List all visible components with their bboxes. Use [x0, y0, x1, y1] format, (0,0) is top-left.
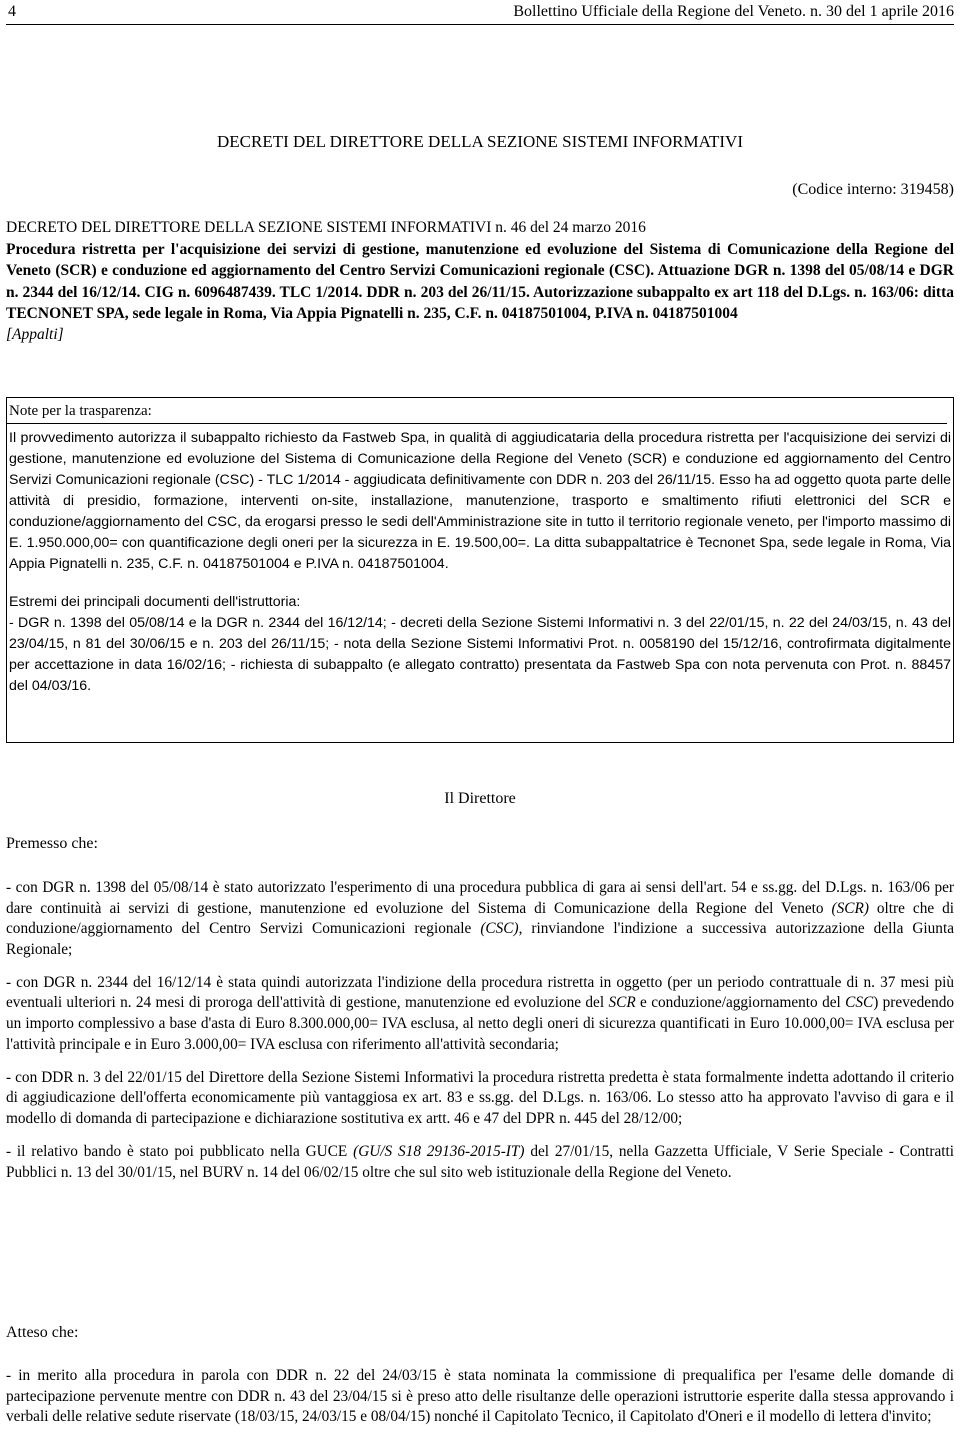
- notes-paragraph: Il provvedimento autorizza il subappalto richiesto da Fastweb Spa, in qualità di aggiudicataria della procedura ristretta per l'acquisizione dei servizi di gestione, manutenzione ed evoluzione del Sistema di Comunicazione della Regione del Veneto (SCR) e conduzione ed aggiornamento del Centro Servizi Comunicazioni regionale (CSC) - TLC 1/2014 - aggiudicata definitivamente con DDR n. 203 del 26/11/15. Esso ha ad oggetto quota parte delle attività di presidio, formazione, interventi on-site, installazione, manutenzione, trasporto e smaltimento rifiuti elettronici del SCR e conduzione/aggiornamento del CSC, da erogarsi presso le sedi dell'Amministrazione site in tutto il territorio regionale veneto, per l'importo massimo di E. 1.950.000,00= con quantificazione degli oneri per la sicurezza in E. 19.500,00=. La ditta subappaltatrice è Tecnonet Spa, sede legale in Roma, Via Appia Pignatelli n. 235, C.F. n. 04187501004 e P.IVA n. 04187501004.: [9, 430, 951, 572]
- decree-title: DECRETO DEL DIRETTORE DELLA SEZIONE SISTEMI INFORMATIVI n. 46 del 24 marzo 2016: [6, 219, 646, 236]
- decree-header: [6, 217, 954, 345]
- premesso-heading: Premesso che:: [6, 835, 98, 852]
- premesso-item: - con DGR n. 2344 del 16/12/14 è stata quindi autorizzata l'indizione della procedura ristretta in oggetto (per un periodo contrattuale di n. 37 mesi più eventuali ulteriori n. 24 mesi di proroga dell'attività di gestione, manutenzione ed evoluzione del SCR e conduzione/aggiornamento del CSC) prevedendo un importo complessivo a base d'asta di Euro 8.300.000,00= IVA esclusa, al netto degli oneri di sicurezza quantificati in Euro 10.000,00= IVA esclusa per l'attività principale e in Euro 3.000,00= IVA esclusa con riferimento all'attività secondaria;: [6, 973, 955, 1053]
- documents-label: Estremi dei principali documenti dell'istruttoria:: [9, 594, 301, 610]
- documents-text: - DGR n. 1398 del 05/08/14 e la DGR n. 2344 del 16/12/14; - decreti della Sezione Sistemi Informativi n. 3 del 22/01/15, n. 22 del 24/03/15, n. 43 del 23/04/15, n 81 del 30/06/15 e n. 203 del 26/11/15; - nota della Sezione Sistemi Informativi Prot. n. 0058190 del 15/12/16, controfirmata digitalmente per accettazione in data 16/02/16; - richiesta di subappalto (e allegato contratto) presentata da Fastweb Spa con nota pervenuta con Prot. n. 88457 del 04/03/16.: [9, 615, 951, 694]
- atteso-heading: Atteso che:: [6, 1324, 79, 1341]
- notes-body: [9, 428, 951, 697]
- premesso-body: [6, 878, 954, 1196]
- decree-subject: Procedura ristretta per l'acquisizione dei servizi di gestione, manutenzione ed evoluzione del Sistema di Comunicazione della Regione del Veneto (SCR) e conduzione ed aggiornamento del Centro Servizi Comunicazioni regionale (CSC). Attuazione DGR n. 1398 del 05/08/14 e DGR n. 2344 del 16/12/14. CIG n. 6096487439. TLC 1/2014. DDR n. 203 del 26/11/15. Autorizzazione subappalto ex art 118 del D.Lgs. n. 163/06: ditta TECNONET SPA, sede legale in Roma, Via Appia Pignatelli n. 235, C.F. n. 04187501004, P.IVA n. 04187501004: [6, 240, 954, 322]
- spacer: [9, 575, 951, 592]
- premesso-item: - con DGR n. 1398 del 05/08/14 è stato autorizzato l'esperimento di una procedura pubblica di gara ai sensi dell'art. 54 e ss.gg. del D.Lgs. n. 163/06 per dare continuità ai servizi di gestione, manutenzione ed evoluzione del Sistema di Comunicazione della Regione del Veneto (SCR) oltre che di conduzione/aggiornamento del Centro Servizi Comunicazioni regionale (CSC), rinviandone l'indizione a successiva autorizzazione della Giunta Regionale;: [6, 879, 955, 958]
- atteso-item: - in merito alla procedura in parola con DDR n. 22 del 24/03/15 è stata nominata la commissione di prequalifica per l'esame delle domande di partecipazione pervenute mentre con DDR n. 43 del 23/04/15 si è preso atto delle risultanze delle operazioni istruttorie esperite dalla stessa approvando i verbali delle relative sedute riservate (18/03/15, 24/03/15 e 08/04/15) nonché il Capitolato Tecnico, il Capitolato d'Oneri e il modello di lettera d'invito;: [6, 1367, 954, 1426]
- premesso-item: - con DDR n. 3 del 22/01/15 del Direttore della Sezione Sistemi Informativi la procedura ristretta predetta è stata formalmente indetta adottando il criterio di aggiudicazione dell'offerta economicamente più vantaggiosa ex art. 83 e ss.gg. del D.Lgs. n. 163/06. Lo stesso atto ha approvato l'avviso di gara e il modello di domanda di partecipazione e dichiarazione sostitutiva ex artt. 46 e 47 del DPR n. 445 del 28/12/00;: [6, 1068, 954, 1127]
- page-number: 4: [8, 3, 16, 20]
- director-signature-title: Il Direttore: [444, 790, 516, 807]
- decree-category-tag: [Appalti]: [6, 325, 64, 343]
- atteso-body: [6, 1366, 954, 1428]
- premesso-item: - il relativo bando è stato poi pubblicato nella GUCE (GU/S S18 29136-2015-IT) del 27/01/15, nella Gazzetta Ufficiale, V Serie Speciale - Contratti Pubblici n. 13 del 30/01/15, nel BURV n. 14 del 06/02/15 oltre che sul sito web istituzionale della Regione del Veneto.: [6, 1143, 954, 1181]
- header-divider: [6, 24, 954, 25]
- section-heading: DECRETI DEL DIRETTORE DELLA SEZIONE SISTEMI INFORMATIVI: [216, 132, 743, 151]
- notes-label: Note per la trasparenza:: [7, 398, 947, 424]
- internal-code: (Codice interno: 319458): [792, 181, 954, 198]
- transparency-notes-box: [6, 397, 954, 743]
- journal-title: Bollettino Ufficiale della Regione del Veneto. n. 30 del 1 aprile 2016: [513, 3, 954, 20]
- page-header: [6, 0, 954, 24]
